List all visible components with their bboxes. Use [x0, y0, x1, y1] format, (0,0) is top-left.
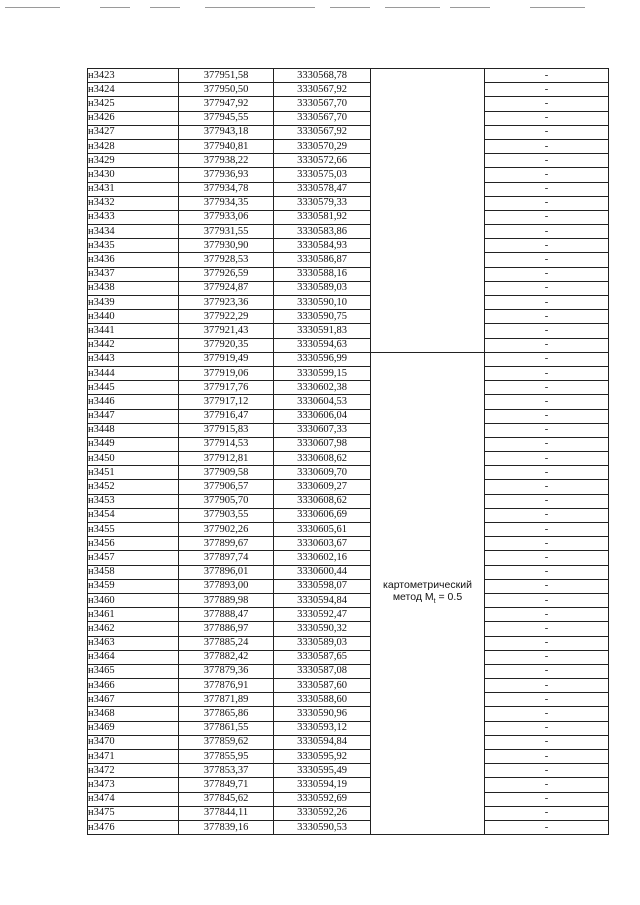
y-coordinate-cell: 3330609,70 — [274, 466, 371, 480]
table-row — [88, 565, 609, 579]
point-name-cell: н3451 — [88, 466, 179, 480]
x-coordinate-cell: 377906,57 — [179, 480, 274, 494]
x-coordinate-cell: 377917,12 — [179, 395, 274, 409]
note-cell: - — [485, 324, 609, 338]
x-coordinate-cell: 377934,78 — [179, 182, 274, 196]
y-coordinate-cell: 3330607,98 — [274, 437, 371, 451]
note-cell: - — [485, 69, 609, 83]
x-coordinate-cell: 377940,81 — [179, 139, 274, 153]
x-coordinate-cell: 377920,35 — [179, 338, 274, 352]
x-coordinate-cell: 377950,50 — [179, 83, 274, 97]
x-coordinate-cell: 377938,22 — [179, 154, 274, 168]
table-row — [88, 310, 609, 324]
note-cell: - — [485, 452, 609, 466]
note-cell: - — [485, 111, 609, 125]
x-coordinate-cell: 377896,01 — [179, 565, 274, 579]
table-row — [88, 182, 609, 196]
x-coordinate-cell: 377936,93 — [179, 168, 274, 182]
method-line-2 — [393, 591, 462, 603]
y-coordinate-cell: 3330589,03 — [274, 281, 371, 295]
y-coordinate-cell: 3330575,03 — [274, 168, 371, 182]
table-row — [88, 423, 609, 437]
point-name-cell: н3426 — [88, 111, 179, 125]
point-name-cell: н3431 — [88, 182, 179, 196]
point-name-cell: н3433 — [88, 210, 179, 224]
y-coordinate-cell: 3330584,93 — [274, 239, 371, 253]
point-name-cell: н3437 — [88, 267, 179, 281]
y-coordinate-cell: 3330588,60 — [274, 693, 371, 707]
point-name-cell: н3459 — [88, 579, 179, 593]
note-cell: - — [485, 650, 609, 664]
table-row — [88, 480, 609, 494]
point-name-cell: н3425 — [88, 97, 179, 111]
x-coordinate-cell: 377912,81 — [179, 452, 274, 466]
y-coordinate-cell: 3330567,92 — [274, 125, 371, 139]
point-name-cell: н3432 — [88, 196, 179, 210]
y-coordinate-cell: 3330591,83 — [274, 324, 371, 338]
table-row — [88, 366, 609, 380]
x-coordinate-cell: 377903,55 — [179, 508, 274, 522]
note-cell: - — [485, 225, 609, 239]
method-suffix: = 0.5 — [435, 590, 463, 603]
point-name-cell: н3436 — [88, 253, 179, 267]
table-row — [88, 97, 609, 111]
x-coordinate-cell: 377933,06 — [179, 210, 274, 224]
note-cell: - — [485, 182, 609, 196]
y-coordinate-cell: 3330587,65 — [274, 650, 371, 664]
coordinates-table-body — [88, 69, 609, 835]
note-cell: - — [485, 735, 609, 749]
y-coordinate-cell: 3330608,62 — [274, 494, 371, 508]
point-name-cell: н3448 — [88, 423, 179, 437]
table-row — [88, 324, 609, 338]
header-rule — [450, 7, 490, 8]
note-cell: - — [485, 281, 609, 295]
table-row — [88, 452, 609, 466]
x-coordinate-cell: 377919,06 — [179, 366, 274, 380]
note-cell: - — [485, 565, 609, 579]
point-name-cell: н3450 — [88, 452, 179, 466]
x-coordinate-cell: 377885,24 — [179, 636, 274, 650]
y-coordinate-cell: 3330593,12 — [274, 721, 371, 735]
table-row — [88, 296, 609, 310]
note-cell: - — [485, 210, 609, 224]
header-rule — [530, 7, 585, 8]
x-coordinate-cell: 377861,55 — [179, 721, 274, 735]
point-name-cell: н3445 — [88, 381, 179, 395]
x-coordinate-cell: 377859,62 — [179, 735, 274, 749]
method-cell-empty — [371, 69, 485, 353]
note-cell: - — [485, 820, 609, 834]
point-name-cell: н3463 — [88, 636, 179, 650]
y-coordinate-cell: 3330567,92 — [274, 83, 371, 97]
table-row — [88, 125, 609, 139]
point-name-cell: н3460 — [88, 593, 179, 607]
x-coordinate-cell: 377951,58 — [179, 69, 274, 83]
point-name-cell: н3453 — [88, 494, 179, 508]
x-coordinate-cell: 377886,97 — [179, 622, 274, 636]
point-name-cell: н3470 — [88, 735, 179, 749]
note-cell: - — [485, 806, 609, 820]
y-coordinate-cell: 3330604,53 — [274, 395, 371, 409]
y-coordinate-cell: 3330599,15 — [274, 366, 371, 380]
note-cell: - — [485, 239, 609, 253]
x-coordinate-cell: 377947,92 — [179, 97, 274, 111]
point-name-cell: н3440 — [88, 310, 179, 324]
point-name-cell: н3439 — [88, 296, 179, 310]
x-coordinate-cell: 377855,95 — [179, 750, 274, 764]
y-coordinate-cell: 3330590,96 — [274, 707, 371, 721]
table-row — [88, 225, 609, 239]
point-name-cell: н3474 — [88, 792, 179, 806]
note-cell: - — [485, 707, 609, 721]
x-coordinate-cell: 377914,53 — [179, 437, 274, 451]
table-row — [88, 735, 609, 749]
point-name-cell: н3465 — [88, 664, 179, 678]
method-cell — [371, 352, 485, 834]
table-row — [88, 168, 609, 182]
point-name-cell: н3423 — [88, 69, 179, 83]
table-row — [88, 764, 609, 778]
point-name-cell: н3435 — [88, 239, 179, 253]
y-coordinate-cell: 3330578,47 — [274, 182, 371, 196]
table-row — [88, 69, 609, 83]
x-coordinate-cell: 377945,55 — [179, 111, 274, 125]
point-name-cell: н3473 — [88, 778, 179, 792]
table-row — [88, 820, 609, 834]
header-rule — [330, 7, 370, 8]
note-cell: - — [485, 693, 609, 707]
y-coordinate-cell: 3330592,69 — [274, 792, 371, 806]
point-name-cell: н3466 — [88, 679, 179, 693]
y-coordinate-cell: 3330567,70 — [274, 97, 371, 111]
table-row — [88, 792, 609, 806]
y-coordinate-cell: 3330590,32 — [274, 622, 371, 636]
note-cell: - — [485, 608, 609, 622]
note-cell: - — [485, 139, 609, 153]
x-coordinate-cell: 377909,58 — [179, 466, 274, 480]
table-row — [88, 409, 609, 423]
note-cell: - — [485, 579, 609, 593]
x-coordinate-cell: 377930,90 — [179, 239, 274, 253]
table-row — [88, 437, 609, 451]
x-coordinate-cell: 377928,53 — [179, 253, 274, 267]
point-name-cell: н3447 — [88, 409, 179, 423]
note-cell: - — [485, 480, 609, 494]
y-coordinate-cell: 3330590,53 — [274, 820, 371, 834]
note-cell: - — [485, 423, 609, 437]
x-coordinate-cell: 377934,35 — [179, 196, 274, 210]
note-cell: - — [485, 537, 609, 551]
note-cell: - — [485, 168, 609, 182]
y-coordinate-cell: 3330589,03 — [274, 636, 371, 650]
table-row — [88, 466, 609, 480]
note-cell: - — [485, 622, 609, 636]
note-cell: - — [485, 764, 609, 778]
y-coordinate-cell: 3330588,16 — [274, 267, 371, 281]
table-row — [88, 352, 609, 366]
table-row — [88, 608, 609, 622]
header-rule — [205, 7, 315, 8]
x-coordinate-cell: 377897,74 — [179, 551, 274, 565]
y-coordinate-cell: 3330579,33 — [274, 196, 371, 210]
table-row — [88, 750, 609, 764]
x-coordinate-cell: 377888,47 — [179, 608, 274, 622]
point-name-cell: н3472 — [88, 764, 179, 778]
point-name-cell: н3456 — [88, 537, 179, 551]
note-cell: - — [485, 352, 609, 366]
point-name-cell: н3446 — [88, 395, 179, 409]
x-coordinate-cell: 377849,71 — [179, 778, 274, 792]
y-coordinate-cell: 3330570,29 — [274, 139, 371, 153]
x-coordinate-cell: 377893,00 — [179, 579, 274, 593]
x-coordinate-cell: 377923,36 — [179, 296, 274, 310]
y-coordinate-cell: 3330596,99 — [274, 352, 371, 366]
point-name-cell: н3424 — [88, 83, 179, 97]
note-cell: - — [485, 196, 609, 210]
table-row — [88, 593, 609, 607]
point-name-cell: н3475 — [88, 806, 179, 820]
table-row — [88, 622, 609, 636]
x-coordinate-cell: 377919,49 — [179, 352, 274, 366]
x-coordinate-cell: 377902,26 — [179, 523, 274, 537]
y-coordinate-cell: 3330594,84 — [274, 593, 371, 607]
point-name-cell: н3461 — [88, 608, 179, 622]
y-coordinate-cell: 3330598,07 — [274, 579, 371, 593]
table-row — [88, 154, 609, 168]
note-cell: - — [485, 437, 609, 451]
table-row — [88, 579, 609, 593]
note-cell: - — [485, 551, 609, 565]
table-row — [88, 806, 609, 820]
y-coordinate-cell: 3330595,92 — [274, 750, 371, 764]
point-name-cell: н3458 — [88, 565, 179, 579]
point-name-cell: н3452 — [88, 480, 179, 494]
table-row — [88, 381, 609, 395]
x-coordinate-cell: 377905,70 — [179, 494, 274, 508]
note-cell: - — [485, 523, 609, 537]
table-row — [88, 395, 609, 409]
y-coordinate-cell: 3330603,67 — [274, 537, 371, 551]
table-row — [88, 778, 609, 792]
x-coordinate-cell: 377853,37 — [179, 764, 274, 778]
y-coordinate-cell: 3330606,04 — [274, 409, 371, 423]
point-name-cell: н3427 — [88, 125, 179, 139]
note-cell: - — [485, 593, 609, 607]
point-name-cell: н3467 — [88, 693, 179, 707]
point-name-cell: н3457 — [88, 551, 179, 565]
note-cell: - — [485, 253, 609, 267]
y-coordinate-cell: 3330602,16 — [274, 551, 371, 565]
x-coordinate-cell: 377845,62 — [179, 792, 274, 806]
point-name-cell: н3434 — [88, 225, 179, 239]
table-row — [88, 253, 609, 267]
x-coordinate-cell: 377844,11 — [179, 806, 274, 820]
note-cell: - — [485, 366, 609, 380]
note-cell: - — [485, 83, 609, 97]
x-coordinate-cell: 377882,42 — [179, 650, 274, 664]
point-name-cell: н3449 — [88, 437, 179, 451]
note-cell: - — [485, 310, 609, 324]
header-rule — [150, 7, 180, 8]
point-name-cell: н3476 — [88, 820, 179, 834]
x-coordinate-cell: 377924,87 — [179, 281, 274, 295]
x-coordinate-cell: 377839,16 — [179, 820, 274, 834]
x-coordinate-cell: 377865,86 — [179, 707, 274, 721]
x-coordinate-cell: 377943,18 — [179, 125, 274, 139]
note-cell: - — [485, 395, 609, 409]
point-name-cell: н3454 — [88, 508, 179, 522]
x-coordinate-cell: 377917,76 — [179, 381, 274, 395]
header-rule — [5, 7, 60, 8]
note-cell: - — [485, 154, 609, 168]
y-coordinate-cell: 3330605,61 — [274, 523, 371, 537]
table-row — [88, 494, 609, 508]
note-cell: - — [485, 778, 609, 792]
note-cell: - — [485, 381, 609, 395]
table-row — [88, 196, 609, 210]
note-cell: - — [485, 338, 609, 352]
y-coordinate-cell: 3330572,66 — [274, 154, 371, 168]
x-coordinate-cell: 377931,55 — [179, 225, 274, 239]
method-line-1: картометрический — [383, 578, 472, 591]
note-cell: - — [485, 97, 609, 111]
point-name-cell: н3430 — [88, 168, 179, 182]
table-row — [88, 707, 609, 721]
point-name-cell: н3464 — [88, 650, 179, 664]
header-rule — [385, 7, 440, 8]
y-coordinate-cell: 3330595,49 — [274, 764, 371, 778]
method-prefix: метод M — [392, 590, 434, 603]
y-coordinate-cell: 3330606,69 — [274, 508, 371, 522]
x-coordinate-cell: 377871,89 — [179, 693, 274, 707]
note-cell: - — [485, 636, 609, 650]
y-coordinate-cell: 3330587,60 — [274, 679, 371, 693]
table-row — [88, 83, 609, 97]
note-cell: - — [485, 267, 609, 281]
point-name-cell: н3443 — [88, 352, 179, 366]
point-name-cell: н3444 — [88, 366, 179, 380]
note-cell: - — [485, 750, 609, 764]
point-name-cell: н3438 — [88, 281, 179, 295]
table-row — [88, 664, 609, 678]
y-coordinate-cell: 3330568,78 — [274, 69, 371, 83]
point-name-cell: н3469 — [88, 721, 179, 735]
table-row — [88, 338, 609, 352]
x-coordinate-cell: 377879,36 — [179, 664, 274, 678]
y-coordinate-cell: 3330602,38 — [274, 381, 371, 395]
table-row — [88, 551, 609, 565]
point-name-cell: н3471 — [88, 750, 179, 764]
table-row — [88, 537, 609, 551]
y-coordinate-cell: 3330592,26 — [274, 806, 371, 820]
table-row — [88, 239, 609, 253]
point-name-cell: н3468 — [88, 707, 179, 721]
table-row — [88, 111, 609, 125]
note-cell: - — [485, 508, 609, 522]
table-row — [88, 636, 609, 650]
point-name-cell: н3429 — [88, 154, 179, 168]
y-coordinate-cell: 3330590,10 — [274, 296, 371, 310]
note-cell: - — [485, 721, 609, 735]
x-coordinate-cell: 377915,83 — [179, 423, 274, 437]
point-name-cell: н3428 — [88, 139, 179, 153]
y-coordinate-cell: 3330581,92 — [274, 210, 371, 224]
y-coordinate-cell: 3330608,62 — [274, 452, 371, 466]
x-coordinate-cell: 377889,98 — [179, 593, 274, 607]
point-name-cell: н3455 — [88, 523, 179, 537]
table-row — [88, 693, 609, 707]
y-coordinate-cell: 3330590,75 — [274, 310, 371, 324]
point-name-cell: н3442 — [88, 338, 179, 352]
note-cell: - — [485, 409, 609, 423]
y-coordinate-cell: 3330587,08 — [274, 664, 371, 678]
x-coordinate-cell: 377922,29 — [179, 310, 274, 324]
table-row — [88, 679, 609, 693]
note-cell: - — [485, 792, 609, 806]
point-name-cell: н3441 — [88, 324, 179, 338]
x-coordinate-cell: 377916,47 — [179, 409, 274, 423]
x-coordinate-cell: 377899,67 — [179, 537, 274, 551]
note-cell: - — [485, 664, 609, 678]
table-row — [88, 721, 609, 735]
y-coordinate-cell: 3330592,47 — [274, 608, 371, 622]
point-name-cell: н3462 — [88, 622, 179, 636]
y-coordinate-cell: 3330583,86 — [274, 225, 371, 239]
table-row — [88, 267, 609, 281]
y-coordinate-cell: 3330594,84 — [274, 735, 371, 749]
table-row — [88, 650, 609, 664]
y-coordinate-cell: 3330609,27 — [274, 480, 371, 494]
x-coordinate-cell: 377876,91 — [179, 679, 274, 693]
table-row — [88, 523, 609, 537]
y-coordinate-cell: 3330594,19 — [274, 778, 371, 792]
header-rule — [100, 7, 130, 8]
y-coordinate-cell: 3330600,44 — [274, 565, 371, 579]
coordinates-table — [87, 68, 609, 835]
table-row — [88, 210, 609, 224]
x-coordinate-cell: 377921,43 — [179, 324, 274, 338]
y-coordinate-cell: 3330586,87 — [274, 253, 371, 267]
table-row — [88, 281, 609, 295]
note-cell: - — [485, 679, 609, 693]
x-coordinate-cell: 377926,59 — [179, 267, 274, 281]
y-coordinate-cell: 3330607,33 — [274, 423, 371, 437]
method-subscript: t — [433, 597, 436, 605]
y-coordinate-cell: 3330594,63 — [274, 338, 371, 352]
note-cell: - — [485, 494, 609, 508]
y-coordinate-cell: 3330567,70 — [274, 111, 371, 125]
note-cell: - — [485, 296, 609, 310]
note-cell: - — [485, 125, 609, 139]
note-cell: - — [485, 466, 609, 480]
table-row — [88, 508, 609, 522]
table-row — [88, 139, 609, 153]
